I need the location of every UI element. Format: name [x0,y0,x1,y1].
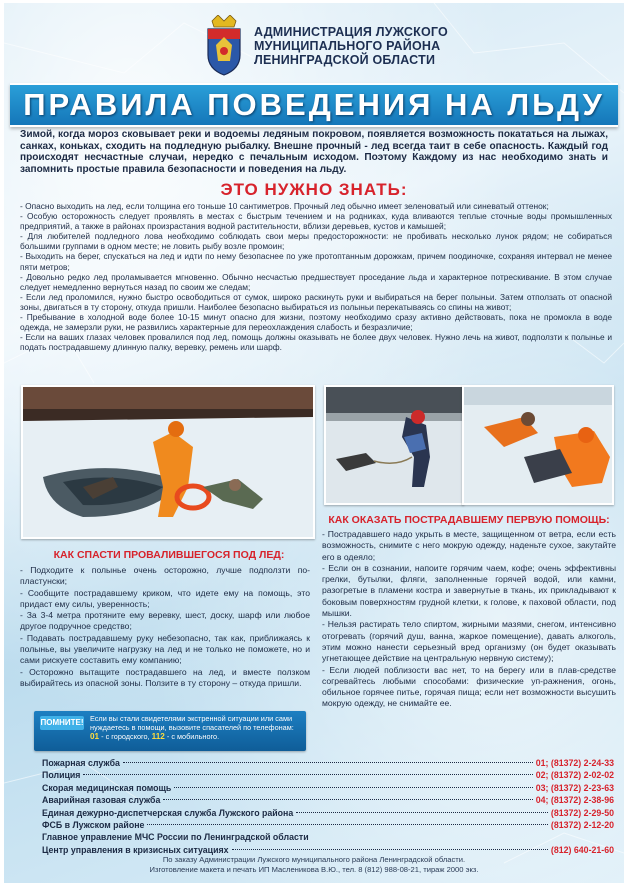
rule-item: - Если на ваших глазах человек провалился под лед, помощь должны оказывать не более двух человек. Нужно лечь на живот, подползти к полынье и подать пострадавшему длинную палку, веревку, ремень или шарф. [20,332,612,353]
rule-item: - Для любителей подледного лова необходимо соблюдать свои меры предосторожности: не пробивать несколько лунок рядом; не собираться большими группами в одном месте; не ловить рыбу возле промоин; [20,231,612,252]
phone-row [42,819,614,831]
intro-text: Зимой, когда мороз сковывает реки и водоемы ледяным покровом, появляется возможность покататься на лыжах, санках, коньках, сходить на подледную рыбалку. Внешне прочный - лед всегда таит в себе опасность. Каждый год происходят несчастные случаи, нередко с печальным исходом. Поэтому Каждому из нас необходимо знать и запомнить простые правила безопасности и поведения на льду. [20,129,608,175]
rules-list [20,201,612,352]
aid-item: - Пострадавшего надо укрыть в месте, защищенном от ветра, если есть возможность, снимите с него мокрую одежду, наденьте сухое, закутайте его в одеяло; [322,529,616,562]
emergency-number-mobile: 112 [151,732,165,741]
poster [4,3,624,883]
dotted-leader [174,787,532,788]
phone-row [42,794,614,806]
footer-line-2: Изготовление макета и печать ИП Масленикова В.Ю., тел. 8 (812) 988-08-21, тираж 2000 экз. [149,865,479,874]
rope-rescue-photo-icon [326,387,462,503]
remember-text [90,714,302,741]
phone-directory [42,757,614,856]
phone-service-name: Скорая медицинская помощь [42,782,172,793]
aid-item: - Если он в сознании, напоите горячим чаем, кофе; очень эффективны грелки, бутылки, фляги, заполненные горячей водой, или камни, разогретые в пламени костра и завернутые в ткань, их прикладывают к боковым поверхностям грудной клетки, к голове, к паховой области, под мышки. [322,562,616,619]
remember-message: Если вы стали свидетелями экстренной ситуации или сами нуждаетесь в помощи, вызовите спасателей по телефонам: [90,714,294,732]
rule-item: - Если лед проломился, нужно быстро освободиться от сумок, широко раскинуть руки и выбираться на берег полыньи. Затем отползать от опасной зоны, двигаться в ту сторону, откуда пришли. Наиболее безопасно выбираться из полыньи перекатываясь со спины на живот; [20,291,612,312]
emergency-number-mobile-label: - с мобильного. [166,732,220,741]
dotted-leader [123,762,533,763]
title-band [10,83,618,127]
phone-number: 03; (81372) 2-23-63 [535,782,614,793]
must-know-heading: ЭТО НУЖНО ЗНАТЬ: [220,180,408,199]
phone-row [42,782,614,794]
admin-line-3: ЛЕНИНГРАДСКОЙ ОБЛАСТИ [254,53,436,67]
rule-item: - Пребывание в холодной воде более 10-15 минут опасно для жизни, поэтому необходимо сразу активно действовать, пока не промокла в воде одежда, не замерзли руки, не развились характерные для переохлаждения слабость и безразличие; [20,312,612,333]
coat-of-arms-icon [204,15,244,77]
footer-line-1: По заказу Администрации Лужского муниципального района Ленинградской области. [162,855,466,864]
first-aid-photo-icon [464,387,612,503]
emergency-number-landline-label: - с городского, [101,732,150,741]
administration-name [254,25,448,67]
rule-item: - Опасно выходить на лед, если толщина его тоньше 10 сантиметров. Прочный лед обычно имеет зеленоватый или синеватый оттенок; [20,201,549,211]
phone-number: (812) 640-21-60 [550,844,614,855]
dotted-leader [83,774,532,775]
aid-item: - Нельзя растирать тело спиртом, жирными мазями, снегом, интенсивно отогревать (горячий душ, ванна, жаркое помещение), давать алкоголь, этим можно нанести серьезный вред организму (он будет оказывать угнетающее действие на центральную нервную систему); [322,619,616,664]
first-aid-section-title: КАК ОКАЗАТЬ ПОСТРАДАВШЕМУ ПЕРВУЮ ПОМОЩЬ: [328,514,610,526]
ice-rescue-photo [21,385,315,539]
dotted-leader [163,799,532,800]
admin-line-1: АДМИНИСТРАЦИЯ ЛУЖСКОГО [254,25,448,39]
phone-number: 02; (81372) 2-02-02 [535,770,614,781]
save-item: - Сообщите пострадавшему криком, что идете ему на помощь, это придаст ему силы, уверенность; [20,587,310,609]
phone-service-name: ФСБ в Лужском районе [42,819,145,830]
save-section-title: КАК СПАСТИ ПРОВАЛИВШЕГОСЯ ПОД ЛЕД: [53,549,285,561]
emergency-number-landline: 01 [90,732,100,741]
first-aid-section-list [322,529,616,710]
first-aid-photo [462,385,614,505]
header [204,15,504,79]
rule-item: - Особую осторожность следует проявлять в местах с быстрым течением и на родниках, куда вливаются теплые сточные воды промышленных предприятий, а также в районах произрастания водной растительности, вблизи деревьев, кустов и камышей; [20,211,612,232]
phone-number: (81372) 2-12-20 [550,819,614,830]
footer [4,855,624,875]
save-item: - Подходите к полынье очень осторожно, лучше подползти по-пластунски; [20,565,310,587]
phone-service-name: Полиция [42,770,81,781]
save-item: - Подавать пострадавшему руку небезопасно, так как, приближаясь к полынье, вы увеличите нагрузку на лед и не только не поможете, но и сами рискуете составить ему компанию; [20,632,310,666]
phone-number: 04; (81372) 2-38-96 [535,795,614,806]
admin-line-2: МУНИЦИПАЛЬНОГО РАЙОНА [254,39,441,53]
poster-title: ПРАВИЛА ПОВЕДЕНИЯ НА ЛЬДУ [23,87,605,122]
remember-tag: ПОМНИТЕ! [40,716,84,730]
phone-row [42,769,614,781]
dotted-leader [296,812,548,813]
phone-service-name: Пожарная служба [42,758,120,768]
rope-rescue-photo [324,385,464,505]
dotted-leader [232,849,548,850]
save-section-list [20,565,310,689]
dotted-leader [147,824,547,825]
ice-rescue-photo-icon [23,387,313,537]
rule-item: - Выходить на берег, спускаться на лед и идти по нему безопаснее по уже протоптанным дорожкам, причем поодиночке, сохраняя интервал не менее пяти метров; [20,251,612,272]
phone-row [42,807,614,819]
remember-box [34,711,306,751]
phone-service-name: Аварийная газовая служба [42,795,161,806]
phone-number: 01; (81372) 2-24-33 [535,758,614,768]
mchs-line-1: Главное управление МЧС России по Ленинградской области [42,832,309,843]
phone-number: (81372) 2-29-50 [550,807,614,818]
save-item: - Осторожно вытащите пострадавшего на лед, и вместе ползком выбирайтесь из опасной зоны. Ползите в ту сторону – откуда пришли. [20,666,310,688]
save-item: - За 3-4 метра протяните ему веревку, шест, доску, шарф или любое другое подручное средство; [20,610,310,632]
aid-item: - Если людей поблизости вас нет, то на берегу или в плав-средстве согревайтесь любыми способами: физические уп-ражнения, огонь, обильное горячее питье, горячая пища; если нет возможности высушить мокрую одежду, не снимайте ее. [322,664,616,709]
rule-item: - Довольно редко лед проламывается мгновенно. Обычно несчастью предшествует проседание льда и характерное потрескивание. В этом случае следует немедленно вернуться назад по своим же следам; [20,271,612,292]
phone-service-name: Центр управления в кризисных ситуациях [42,844,229,855]
phone-service-name: Единая дежурно-диспетчерская служба Лужского района [42,807,294,818]
phone-row [42,757,614,769]
